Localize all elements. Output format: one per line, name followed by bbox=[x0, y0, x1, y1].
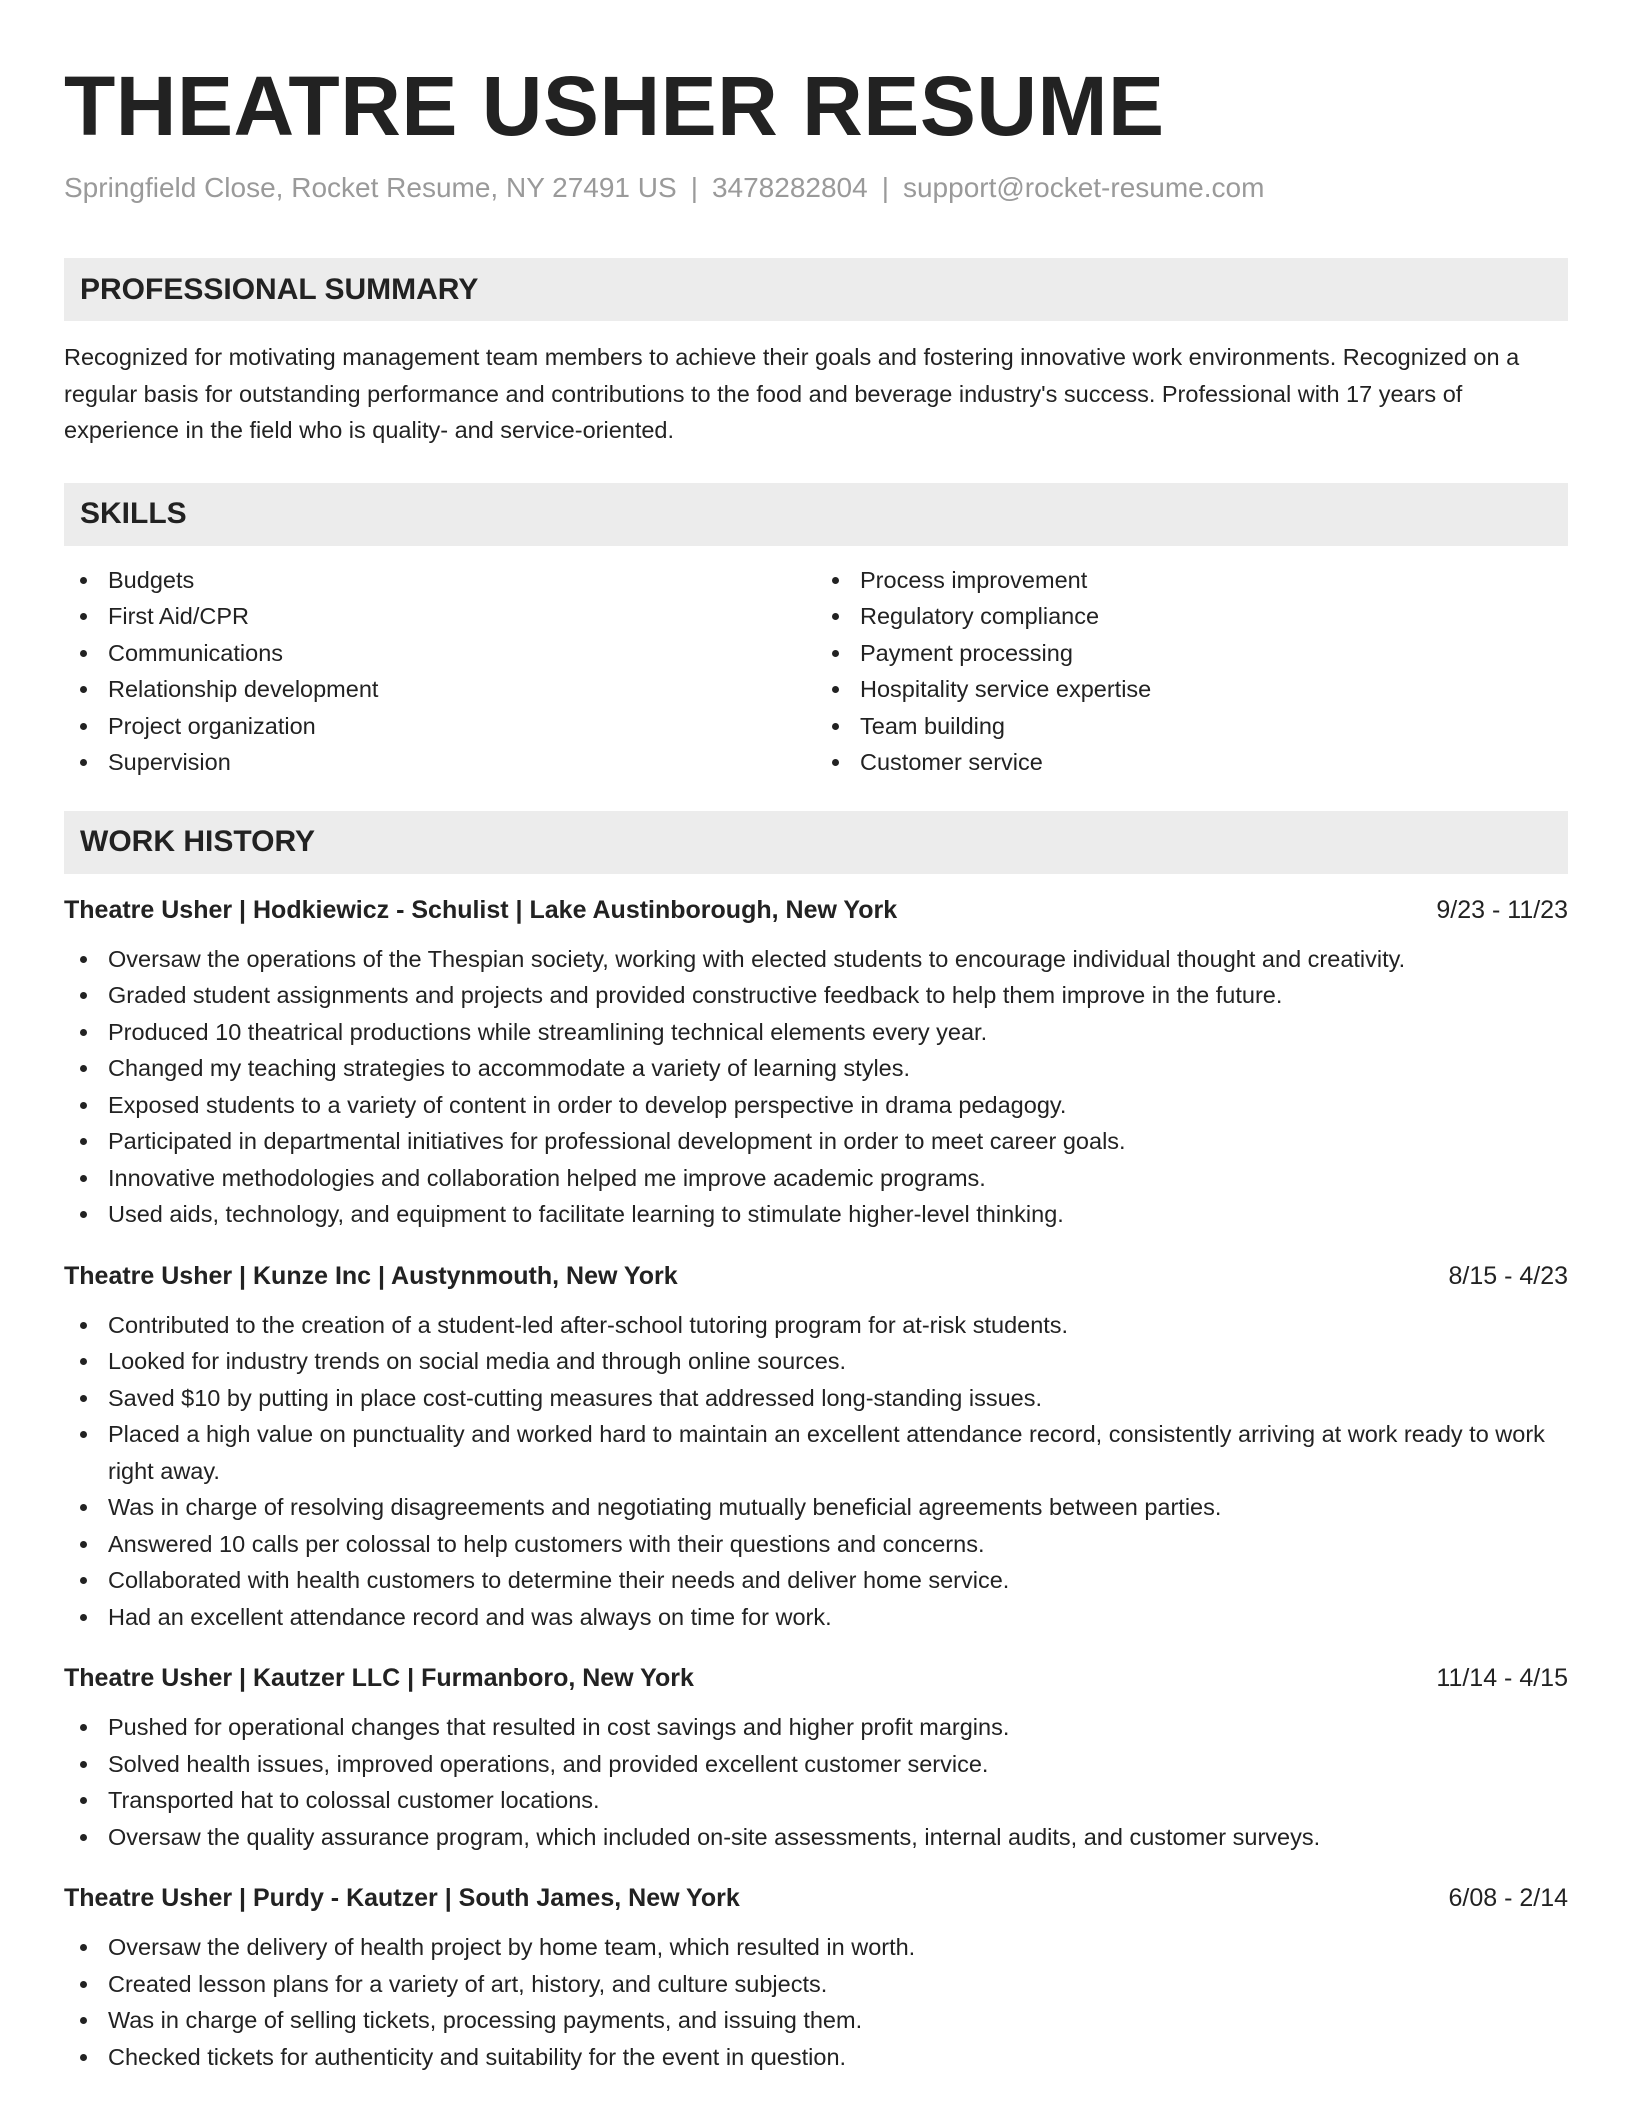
job-title: Theatre Usher | Kautzer LLC | Furmanboro, New York bbox=[64, 1664, 694, 1692]
section-header-work-history: WORK HISTORY bbox=[64, 811, 1568, 874]
job-dates: 6/08 - 2/14 bbox=[1448, 1884, 1568, 1912]
skill-item: Hospitality service expertise bbox=[816, 671, 1568, 708]
skills-list-right bbox=[816, 562, 1568, 781]
skill-item: Process improvement bbox=[816, 562, 1568, 599]
job-bullet: Exposed students to a variety of content in order to develop perspective in drama pedagogy. bbox=[64, 1087, 1568, 1124]
job-dates: 9/23 - 11/23 bbox=[1436, 895, 1568, 924]
skill-item: Customer service bbox=[816, 744, 1568, 781]
summary-text: Recognized for motivating management team members to achieve their goals and fostering innovative work environments. Recognized on a regular basis for outstanding performance and contributions to the food and beverage industry's success. Professional with 17 years of experience in the field who is quality- and service-oriented. bbox=[64, 344, 1520, 443]
job-bullet-list bbox=[64, 1709, 1568, 1855]
job-bullet: Oversaw the operations of the Thespian society, working with elected students to encourage individual thought and creativity. bbox=[64, 941, 1568, 978]
job-heading bbox=[64, 1660, 1568, 1696]
job-bullet: Looked for industry trends on social media and through online sources. bbox=[64, 1343, 1568, 1380]
job-bullet: Solved health issues, improved operations, and provided excellent customer service. bbox=[64, 1746, 1568, 1783]
job-bullet: Pushed for operational changes that resulted in cost savings and higher profit margins. bbox=[64, 1709, 1568, 1746]
job-bullet: Changed my teaching strategies to accommodate a variety of learning styles. bbox=[64, 1050, 1568, 1087]
job-bullet: Was in charge of resolving disagreements and negotiating mutually beneficial agreements between parties. bbox=[64, 1489, 1568, 1526]
contact-address: Springfield Close, Rocket Resume, NY 27491 US bbox=[64, 172, 677, 203]
job-bullet: Created lesson plans for a variety of art, history, and culture subjects. bbox=[64, 1966, 1568, 2003]
job-entry bbox=[64, 1880, 1568, 2075]
job-bullet: Participated in departmental initiatives for professional development in order to meet career goals. bbox=[64, 1123, 1568, 1160]
job-entry bbox=[64, 892, 1568, 1233]
skill-item: Relationship development bbox=[64, 671, 816, 708]
job-bullet: Used aids, technology, and equipment to facilitate learning to stimulate higher-level thinking. bbox=[64, 1196, 1568, 1233]
job-title: Theatre Usher | Kunze Inc | Austynmouth, New York bbox=[64, 1261, 678, 1290]
job-bullet: Transported hat to colossal customer locations. bbox=[64, 1782, 1568, 1819]
job-bullet: Graded student assignments and projects and provided constructive feedback to help them improve in the future. bbox=[64, 977, 1568, 1014]
job-entry bbox=[64, 1258, 1568, 1636]
job-title: Theatre Usher | Purdy - Kautzer | South James, New York bbox=[64, 1884, 740, 1912]
job-bullet: Produced 10 theatrical productions while streamlining technical elements every year. bbox=[64, 1014, 1568, 1051]
skill-item: Communications bbox=[64, 635, 816, 672]
job-bullet-list bbox=[64, 1929, 1568, 2075]
job-bullet-list bbox=[64, 1307, 1568, 1636]
contact-phone: 3478282804 bbox=[711, 172, 868, 203]
job-dates: 8/15 - 4/23 bbox=[1448, 1261, 1568, 1290]
skill-item: Project organization bbox=[64, 708, 816, 745]
resume-title: THEATRE USHER RESUME bbox=[64, 59, 1165, 153]
section-header-summary: PROFESSIONAL SUMMARY bbox=[64, 258, 1568, 321]
job-bullet: Placed a high value on punctuality and worked hard to maintain an excellent attendance record, consistently arriving at work ready to work right away. bbox=[64, 1416, 1568, 1489]
job-bullet: Oversaw the quality assurance program, which included on-site assessments, internal audits, and customer surveys. bbox=[64, 1819, 1568, 1856]
job-bullet: Collaborated with health customers to determine their needs and deliver home service. bbox=[64, 1562, 1568, 1599]
job-entry bbox=[64, 1660, 1568, 1855]
job-bullet-list bbox=[64, 941, 1568, 1233]
job-heading bbox=[64, 1880, 1568, 1916]
job-bullet: Had an excellent attendance record and was always on time for work. bbox=[64, 1599, 1568, 1636]
job-title: Theatre Usher | Hodkiewicz - Schulist | Lake Austinborough, New York bbox=[64, 895, 898, 924]
job-bullet: Oversaw the delivery of health project by home team, which resulted in worth. bbox=[64, 1929, 1568, 1966]
skills-columns bbox=[64, 562, 1568, 781]
skill-item: Team building bbox=[816, 708, 1568, 745]
contact-line bbox=[64, 170, 1568, 206]
job-heading bbox=[64, 892, 1568, 928]
job-bullet: Innovative methodologies and collaboration helped me improve academic programs. bbox=[64, 1160, 1568, 1197]
contact-separator: | bbox=[690, 172, 698, 203]
job-dates: 11/14 - 4/15 bbox=[1436, 1664, 1568, 1692]
skill-item: Payment processing bbox=[816, 635, 1568, 672]
skill-item: Budgets bbox=[64, 562, 816, 599]
job-bullet: Checked tickets for authenticity and suitability for the event in question. bbox=[64, 2039, 1568, 2076]
skill-item: First Aid/CPR bbox=[64, 598, 816, 635]
job-bullet: Contributed to the creation of a student-led after-school tutoring program for at-risk students. bbox=[64, 1307, 1568, 1344]
skill-item: Regulatory compliance bbox=[816, 598, 1568, 635]
job-bullet: Was in charge of selling tickets, processing payments, and issuing them. bbox=[64, 2002, 1568, 2039]
job-bullet: Saved $10 by putting in place cost-cutting measures that addressed long-standing issues. bbox=[64, 1380, 1568, 1417]
contact-separator: | bbox=[881, 172, 889, 203]
section-header-skills: SKILLS bbox=[64, 483, 1568, 546]
skills-list-left bbox=[64, 562, 816, 781]
skill-item: Supervision bbox=[64, 744, 816, 781]
job-heading bbox=[64, 1258, 1568, 1294]
contact-email: support@rocket-resume.com bbox=[902, 172, 1265, 203]
job-bullet: Answered 10 calls per colossal to help customers with their questions and concerns. bbox=[64, 1526, 1568, 1563]
